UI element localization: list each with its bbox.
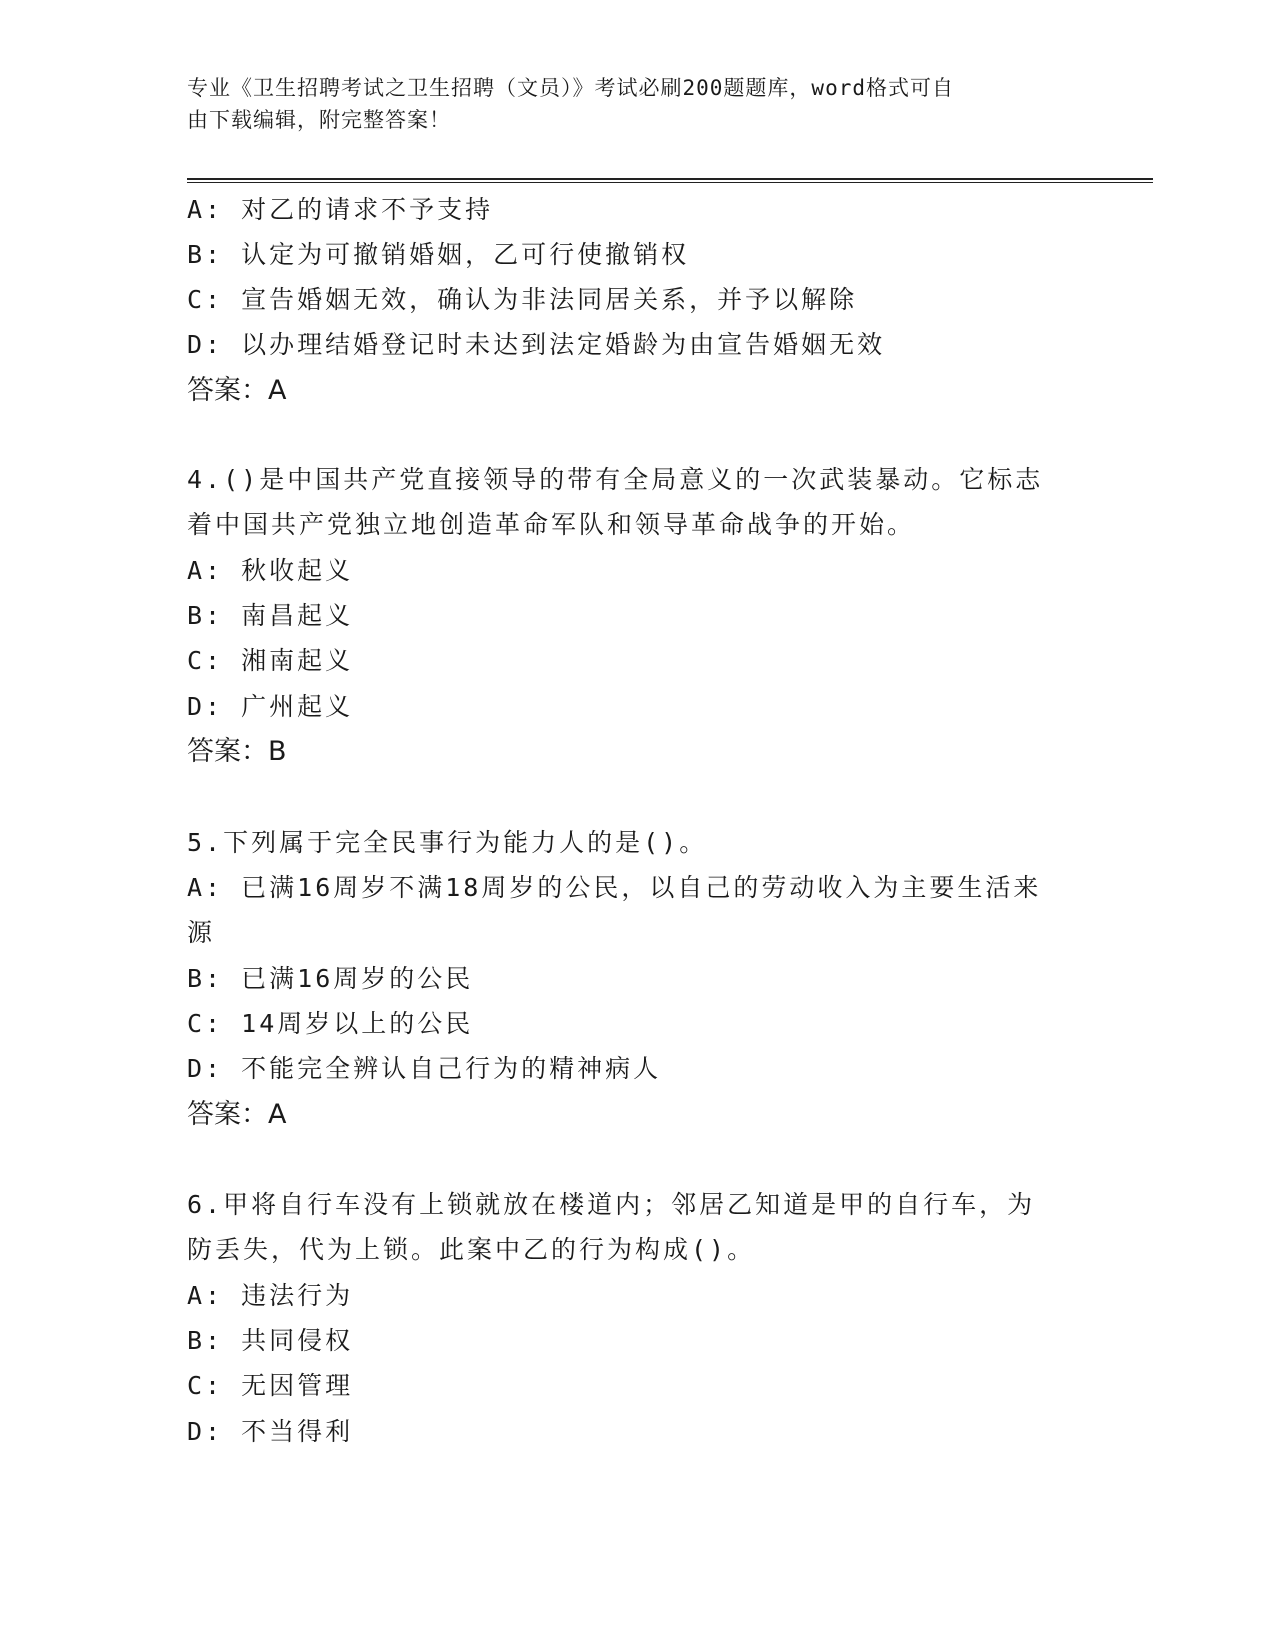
q4-option-d: D: 广州起义	[187, 692, 354, 721]
q5-answer: 答案：A	[187, 1099, 287, 1130]
q5-option-b: B: 已满16周岁的公民	[187, 964, 474, 993]
q5-option-a-line-2: 源	[187, 918, 216, 947]
header-divider	[187, 178, 1153, 183]
q4-option-c: C: 湘南起义	[187, 646, 354, 675]
q3-answer: 答案：A	[187, 375, 287, 406]
q4-stem-line-2: 着中国共产党独立地创造革命军队和领导革命战争的开始。	[187, 510, 916, 539]
q3-option-c: C: 宣告婚姻无效，确认为非法同居关系，并予以解除	[187, 285, 858, 314]
q6-option-b: B: 共同侵权	[187, 1326, 354, 1355]
q6-option-a: A: 违法行为	[187, 1281, 354, 1310]
q4-option-a: A: 秋收起义	[187, 556, 354, 585]
q3-option-b: B: 认定为可撤销婚姻，乙可行使撤销权	[187, 240, 690, 269]
q5-option-a-line-1: A: 已满16周岁不满18周岁的公民，以自己的劳动收入为主要生活来	[187, 873, 1042, 902]
q6-stem-line-2: 防丢失，代为上锁。此案中乙的行为构成()。	[187, 1235, 756, 1264]
q4-answer: 答案：B	[187, 736, 287, 767]
header-line-1: 专业《卫生招聘考试之卫生招聘（文员）》考试必刷200题题库，word格式可自	[187, 76, 954, 100]
q3-option-d: D: 以办理结婚登记时未达到法定婚龄为由宣告婚姻无效	[187, 330, 886, 359]
q6-option-d: D: 不当得利	[187, 1417, 354, 1446]
q5-option-d: D: 不能完全辨认自己行为的精神病人	[187, 1054, 662, 1083]
q6-option-c: C: 无因管理	[187, 1371, 354, 1400]
q5-option-c: C: 14周岁以上的公民	[187, 1009, 474, 1038]
q4-stem-line-1: 4.()是中国共产党直接领导的带有全局意义的一次武装暴动。它标志	[187, 465, 1044, 494]
q4-option-b: B: 南昌起义	[187, 601, 354, 630]
q5-stem: 5.下列属于完全民事行为能力人的是()。	[187, 828, 708, 857]
header-line-2: 由下载编辑，附完整答案！	[187, 108, 451, 132]
q3-option-a: A: 对乙的请求不予支持	[187, 195, 494, 224]
q6-stem-line-1: 6.甲将自行车没有上锁就放在楼道内；邻居乙知道是甲的自行车，为	[187, 1190, 1036, 1219]
document-header	[187, 72, 1077, 136]
